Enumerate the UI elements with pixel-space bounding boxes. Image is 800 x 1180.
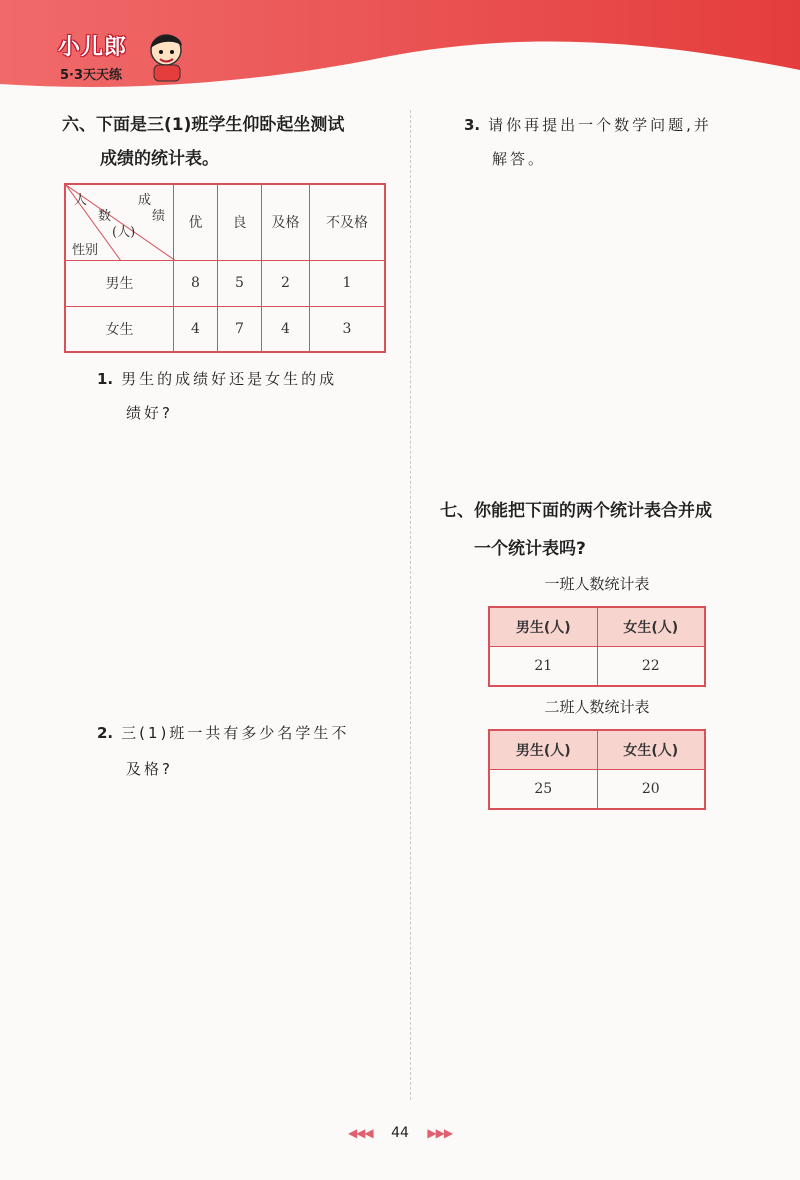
header-boys: 男生(人) — [489, 730, 597, 770]
class2-count-table — [488, 729, 706, 810]
logo-subtitle: 5·3天天练 — [60, 68, 123, 83]
column-divider — [410, 110, 411, 1100]
section-6-title-line1: 六、下面是三(1)班学生仰卧起坐测试 — [62, 115, 345, 135]
section-7-title-line1: 七、你能把下面的两个统计表合并成 — [440, 501, 712, 521]
table2-caption: 二班人数统计表 — [544, 698, 650, 716]
header-girls: 女生(人) — [597, 730, 705, 770]
table1-caption: 一班人数统计表 — [544, 575, 650, 593]
row-label-boys: 男生 — [65, 260, 173, 306]
header-girls: 女生(人) — [597, 607, 705, 647]
table-corner-cell — [65, 184, 173, 260]
table-row — [489, 647, 705, 687]
right-arrows-icon: ▶▶▶ — [427, 1126, 453, 1140]
table-row — [489, 770, 705, 810]
question-2-line2: 及格? — [126, 760, 173, 778]
question-3-number: 3. — [464, 116, 481, 134]
corner-gender: 性别 — [72, 243, 99, 258]
question-1-line1 — [97, 362, 337, 396]
header-liang: 良 — [217, 184, 261, 260]
cell-value: 22 — [597, 647, 705, 687]
question-1-line2: 绩好? — [126, 404, 173, 422]
header-bujige: 不及格 — [309, 184, 385, 260]
section-6-title-line2: 成绩的统计表。 — [100, 149, 219, 169]
table-row — [65, 260, 385, 306]
question-1-text: 男生的成绩好还是女生的成 — [121, 370, 338, 388]
header-jige: 及格 — [262, 184, 310, 260]
corner-shu: 数 — [98, 209, 112, 224]
cell-value: 20 — [597, 770, 705, 810]
table-row — [65, 306, 385, 352]
question-2-number: 2. — [97, 724, 114, 742]
publisher-logo — [50, 28, 190, 88]
question-3-line2: 解答。 — [492, 150, 547, 168]
header-boys: 男生(人) — [489, 607, 597, 647]
question-3-line1 — [464, 108, 712, 142]
page-number: 44 — [391, 1125, 409, 1141]
header-you: 优 — [173, 184, 217, 260]
cell-value: 21 — [489, 647, 597, 687]
cell-value: 7 — [217, 306, 261, 352]
sit-up-score-table — [64, 183, 386, 353]
corner-ren: 人 — [74, 193, 88, 208]
corner-unit: (人) — [112, 225, 136, 240]
row-label-girls: 女生 — [65, 306, 173, 352]
class1-count-table — [488, 606, 706, 687]
cell-value: 25 — [489, 770, 597, 810]
logo-title: 小儿郎 — [58, 35, 128, 60]
cell-value: 2 — [262, 260, 310, 306]
cell-value: 4 — [173, 306, 217, 352]
page-footer — [0, 1125, 800, 1141]
question-3-text: 请你再提出一个数学问题,并 — [488, 116, 712, 134]
cell-value: 1 — [309, 260, 385, 306]
mascot-boy-icon — [142, 28, 190, 84]
question-2-text: 三(1)班一共有多少名学生不 — [121, 724, 350, 742]
left-arrows-icon: ◀◀◀ — [347, 1126, 373, 1140]
question-2-line1 — [97, 716, 349, 750]
cell-value: 8 — [173, 260, 217, 306]
question-1-number: 1. — [97, 370, 114, 388]
cell-value: 5 — [217, 260, 261, 306]
cell-value: 3 — [309, 306, 385, 352]
corner-cheng: 成 — [138, 193, 152, 208]
cell-value: 4 — [262, 306, 310, 352]
corner-ji: 绩 — [152, 209, 166, 224]
section-7-title-line2: 一个统计表吗? — [474, 539, 586, 559]
